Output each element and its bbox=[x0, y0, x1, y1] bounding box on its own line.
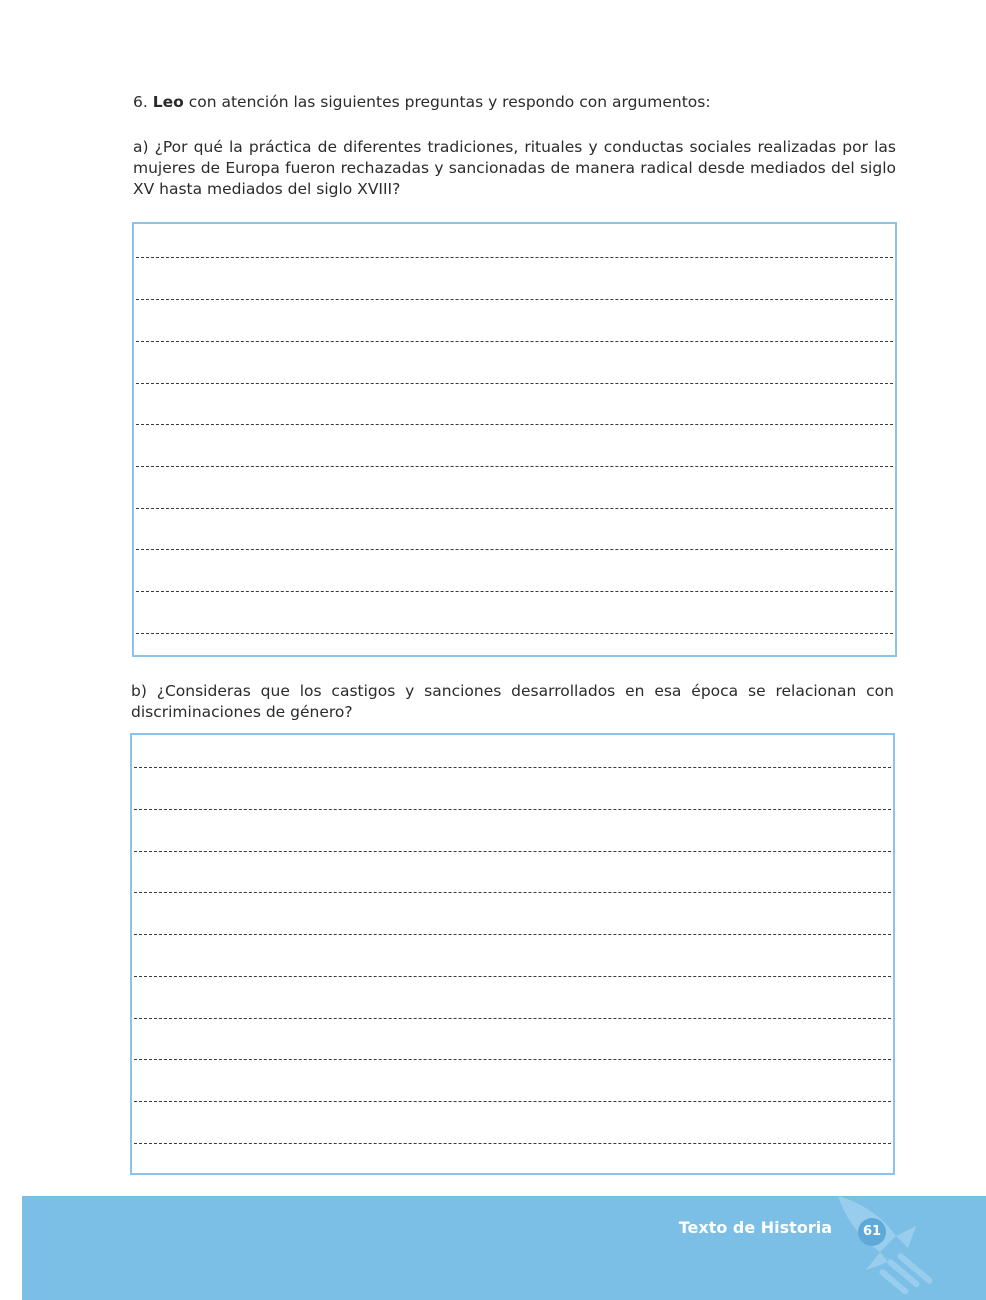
writing-line bbox=[136, 508, 893, 509]
answer-box-a[interactable] bbox=[132, 222, 897, 657]
writing-line bbox=[136, 299, 893, 300]
writing-line bbox=[134, 892, 891, 893]
writing-line bbox=[134, 767, 891, 768]
writing-line bbox=[136, 466, 893, 467]
activity-instruction bbox=[133, 92, 896, 113]
writing-line bbox=[136, 633, 893, 634]
footer-edge-strip bbox=[22, 1196, 26, 1300]
question-a: a) ¿Por qué la práctica de diferentes tradiciones, rituales y conductas sociales realizadas por las mujeres de Europa fueron rechazadas y sancionadas de manera radical desde mediados del siglo XV hasta mediados del siglo XVIII? bbox=[133, 138, 896, 198]
writing-line bbox=[136, 341, 893, 342]
writing-line bbox=[134, 809, 891, 810]
book-title: Texto de Historia bbox=[678, 1218, 832, 1237]
writing-line bbox=[136, 549, 893, 550]
writing-line bbox=[136, 257, 893, 258]
question-b: b) ¿Consideras que los castigos y sanciones desarrollados en esa época se relacionan con discriminaciones de género? bbox=[131, 682, 894, 721]
activity-verb: Leo bbox=[152, 93, 184, 111]
writing-line bbox=[136, 383, 893, 384]
writing-line bbox=[134, 934, 891, 935]
answer-box-b[interactable] bbox=[130, 733, 895, 1175]
writing-line bbox=[134, 1143, 891, 1144]
writing-line bbox=[134, 851, 891, 852]
writing-line bbox=[134, 976, 891, 977]
writing-line bbox=[134, 1059, 891, 1060]
writing-line bbox=[136, 424, 893, 425]
page-number: 61 bbox=[858, 1218, 886, 1246]
footer-margin bbox=[0, 1196, 22, 1300]
activity-number: 6. bbox=[133, 93, 148, 111]
writing-line bbox=[134, 1101, 891, 1102]
rocket-icon bbox=[830, 1196, 970, 1300]
activity-text: con atención las siguientes preguntas y respondo con argumentos: bbox=[188, 93, 711, 111]
writing-line bbox=[136, 591, 893, 592]
writing-line bbox=[134, 1018, 891, 1019]
